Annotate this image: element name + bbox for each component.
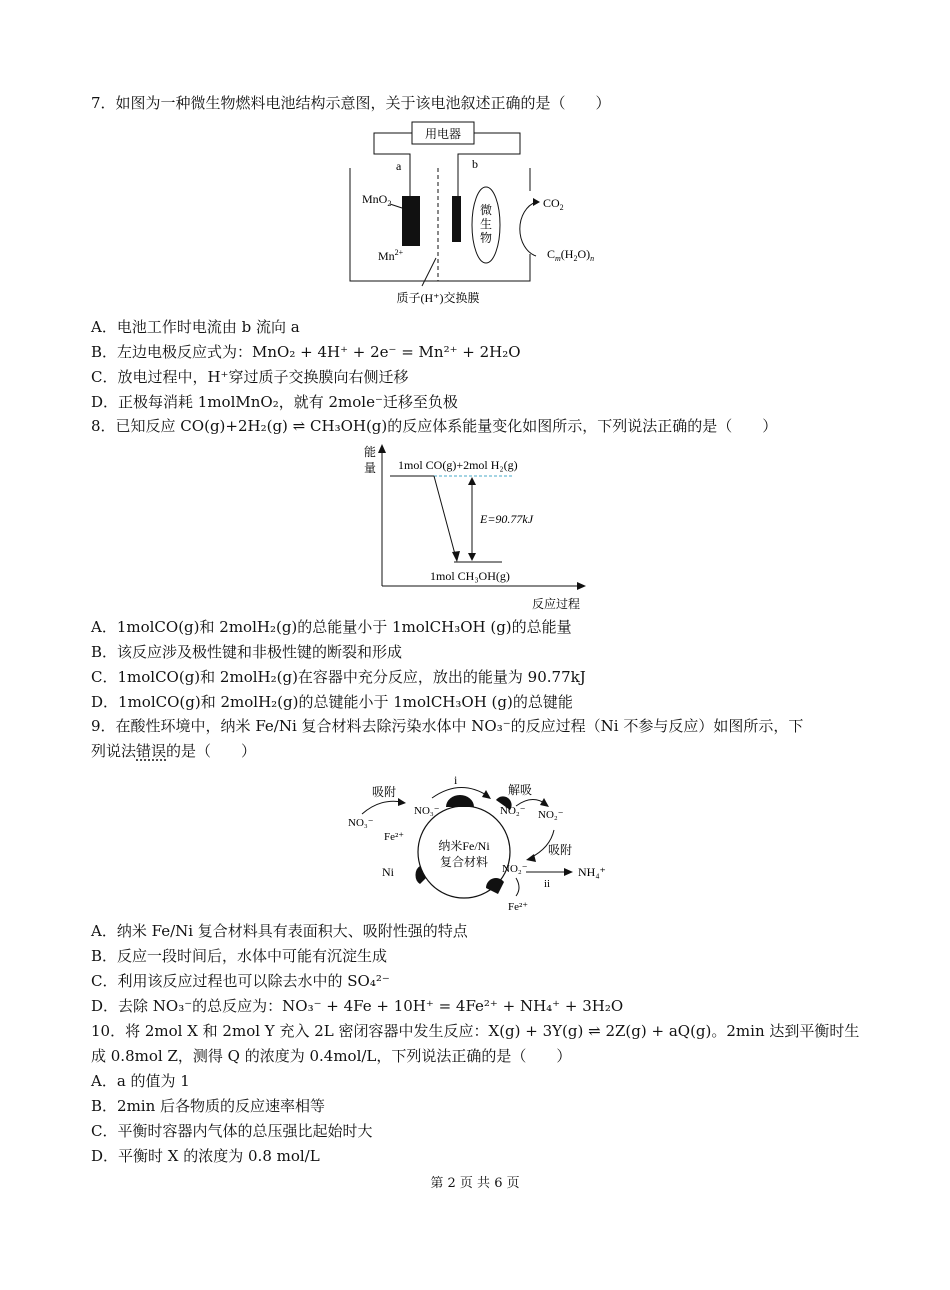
y-label-2: 量 (364, 461, 377, 475)
adsorb-arrow-1 (362, 801, 402, 814)
fuel-cell-diagram (340, 118, 610, 313)
no2-adsorbed-label: NO₂⁻ (500, 805, 526, 817)
reaction-path (434, 476, 456, 558)
q8-option-a: A．1molCO(g)和 2molH₂(g)的总能量小于 1molCH₃OH (g)的总能量 (91, 618, 572, 636)
no2-free-label: NO₂⁻ (538, 809, 564, 821)
q10-option-c: C．平衡时容器内气体的总压强比起始时大 (91, 1122, 373, 1140)
q7-option-a: A．电池工作时电流由 b 流向 a (91, 318, 300, 336)
q7-option-d: D．正极每消耗 1molMnO₂，就有 2mole⁻迁移至负极 (91, 393, 458, 411)
reactants-label: 1mol CO(g)+2mol H₂(g) (398, 458, 518, 472)
step-ii-arrowhead (564, 868, 573, 876)
membrane-label: 质子(H⁺)交换膜 (396, 291, 480, 305)
x-label: 反应过程 (532, 597, 581, 611)
step-i-label: i (454, 773, 458, 787)
label-b: b (472, 157, 478, 171)
microbe-3: 物 (479, 231, 493, 245)
q7-option-c: C．放电过程中，H⁺穿过质子交换膜向右侧迁移 (91, 368, 409, 386)
q10-stem-line2: 成 0.8mol Z，测得 Q 的浓度为 0.4mol/L，下列说法正确的是（ ） (91, 1047, 572, 1065)
fe-top-label: Fe²⁺ (384, 831, 405, 843)
co2-arrowhead (533, 198, 540, 206)
adsorb-label-2: 吸附 (548, 843, 573, 857)
energy-diagram (356, 440, 596, 615)
fe-bump-top (446, 795, 474, 807)
page-footer: 第 2 页 共 6 页 (430, 1176, 520, 1191)
q9-option-c: C．利用该反应过程也可以除去水中的 SO₄²⁻ (91, 972, 390, 990)
wire-b (458, 133, 520, 196)
membrane-pointer (422, 258, 436, 286)
cm-label: $C_m(H_2O)_n$ (547, 247, 595, 263)
q7-option-b: B．左边电极反应式为：MnO₂ + 4H⁺ + 2e⁻ = Mn²⁺ + 2H₂O (91, 343, 521, 361)
q9-stem-line2 (91, 741, 256, 761)
q8-option-d: D．1molCO(g)和 2molH₂(g)的总键能小于 1molCH₃OH (g)的总键能 (91, 693, 573, 711)
ni-label: Ni (382, 865, 394, 879)
fe-release-arrow (516, 878, 519, 896)
nh4-label: NH₄⁺ (578, 865, 606, 879)
desorb-label: 解吸 (508, 783, 533, 797)
right-electrode (452, 196, 461, 242)
q9-option-a: A．纳米 Fe/Ni 复合材料具有表面积大、吸附性强的特点 (91, 922, 468, 940)
adsorb-label-1: 吸附 (372, 785, 397, 799)
co2-label: $CO_2$ (543, 196, 564, 212)
desorb-arrowhead (540, 798, 549, 807)
q9-option-b: B．反应一段时间后，水体中可能有沉淀生成 (91, 947, 388, 965)
center-label-1: 纳米Fe/Ni (438, 839, 490, 853)
y-label-1: 能 (364, 445, 377, 459)
q10-option-d: D．平衡时 X 的浓度为 0.8 mol/L (91, 1147, 320, 1165)
step-i-arrowhead (482, 790, 491, 799)
q9-stem-emphasis: 错误 (136, 742, 167, 760)
label-a: a (396, 159, 402, 173)
reaction-arrowhead (452, 551, 460, 562)
cell-container (350, 168, 530, 281)
q9-stem-line1: 9．在酸性环境中，纳米 Fe/Ni 复合材料去除污染水体中 NO₃⁻的反应过程（Ni 不参与反应）如图所示，下 (91, 717, 804, 735)
no3-adsorbed-label: NO₃⁻ (414, 805, 440, 817)
x-axis-arrow (577, 582, 586, 590)
no2-right-label: NO₂⁻ (502, 863, 528, 875)
q8-option-c: C．1molCO(g)和 2molH₂(g)在容器中充分反应，放出的能量为 90.77kJ (91, 668, 586, 686)
energy-label: E=90.77kJ (480, 512, 534, 526)
microbe-2: 生 (479, 217, 493, 231)
wire-a (374, 133, 412, 196)
y-axis-arrow (378, 444, 386, 453)
step-ii-label: ii (544, 878, 551, 890)
q9-stem-part1: 列说法 (91, 742, 137, 760)
q10-stem-line1: 10．将 2mol X 和 2mol Y 充入 2L 密闭容器中发生反应：X(g) + 3Y(g) ⇌ 2Z(g) + aQ(g)。2min 达到平衡时生 (91, 1022, 860, 1040)
mno2-pointer (390, 204, 402, 208)
q10-option-a: A．a 的值为 1 (91, 1072, 190, 1090)
center-label-2: 复合材料 (439, 855, 489, 869)
nano-fe-ni-diagram (340, 770, 620, 915)
energy-arrow-top (468, 477, 476, 485)
product-label: 1mol CH₃OH(g) (430, 569, 510, 583)
device-label: 用电器 (424, 127, 462, 141)
left-electrode (402, 196, 420, 246)
fe-bottom-label: Fe²⁺ (508, 901, 529, 913)
q7-stem: 7．如图为一种微生物燃料电池结构示意图，关于该电池叙述正确的是（ ） (91, 94, 611, 112)
microbe-1: 微 (479, 203, 493, 217)
no3-free-label: NO₃⁻ (348, 817, 374, 829)
q8-option-b: B．该反应涉及极性键和非极性键的断裂和形成 (91, 643, 403, 661)
q9-stem-part3: 的是（ ） (166, 742, 257, 760)
conversion-arc (520, 202, 536, 256)
q9-option-d: D．去除 NO₃⁻的总反应为：NO₃⁻ + 4Fe + 10H⁺ = 4Fe²⁺ + NH₄⁺ + 3H₂O (91, 997, 624, 1015)
q10-option-b: B．2min 后各物质的反应速率相等 (91, 1097, 326, 1115)
adsorb-arrowhead-1 (398, 798, 406, 806)
q8-stem: 8．已知反应 CO(g)+2H₂(g) ⇌ CH₃OH(g)的反应体系能量变化如图所示，下列说法正确的是（ ） (91, 417, 778, 435)
energy-arrow-bottom (468, 553, 476, 561)
mn-label: $Mn^{2+}$ (378, 248, 404, 263)
mno2-label: MnO$_2$ (362, 192, 392, 208)
